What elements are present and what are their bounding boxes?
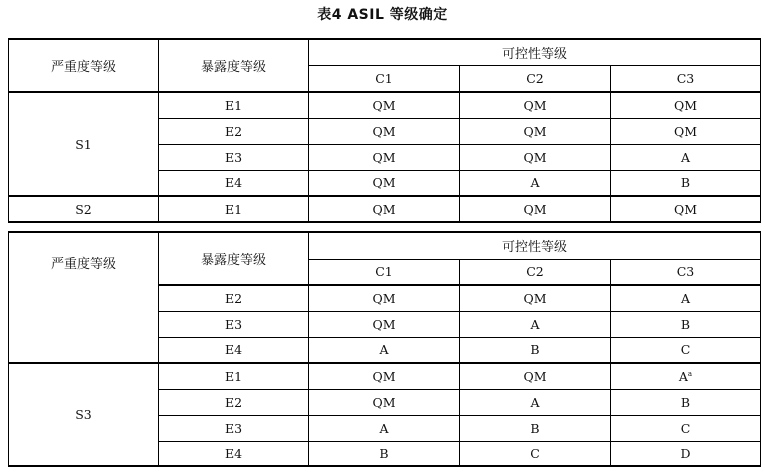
asil-cell: QM bbox=[460, 363, 611, 389]
header-c1: C1 bbox=[309, 65, 460, 92]
asil-cell: QM bbox=[309, 285, 460, 311]
header-c3: C3 bbox=[611, 65, 761, 92]
header-severity: 严重度等级 bbox=[9, 39, 159, 92]
asil-cell: QM bbox=[309, 92, 460, 118]
asil-cell: B bbox=[460, 337, 611, 363]
header-exposure: 暴露度等级 bbox=[159, 232, 309, 285]
footnote-marker: a bbox=[687, 369, 693, 378]
asil-cell: C bbox=[460, 441, 611, 466]
asil-cell: A bbox=[460, 170, 611, 196]
asil-cell: QM bbox=[309, 170, 460, 196]
asil-table-part-2 bbox=[8, 231, 761, 467]
asil-cell: B bbox=[611, 311, 761, 337]
asil-cell: B bbox=[309, 441, 460, 466]
asil-cell: A bbox=[611, 144, 761, 170]
asil-cell: A bbox=[309, 337, 460, 363]
exposure-cell: E4 bbox=[159, 170, 309, 196]
header-c1: C1 bbox=[309, 259, 460, 285]
header-c2: C2 bbox=[460, 65, 611, 92]
asil-cell: B bbox=[460, 415, 611, 441]
asil-cell: QM bbox=[611, 92, 761, 118]
asil-cell: QM bbox=[460, 285, 611, 311]
exposure-cell: E2 bbox=[159, 285, 309, 311]
exposure-cell: E3 bbox=[159, 415, 309, 441]
asil-cell: C bbox=[611, 337, 761, 363]
severity-cell: S1 bbox=[9, 92, 159, 196]
exposure-cell: E4 bbox=[159, 441, 309, 466]
asil-cell: A bbox=[460, 311, 611, 337]
exposure-cell: E2 bbox=[159, 118, 309, 144]
asil-cell: QM bbox=[460, 118, 611, 144]
asil-cell: B bbox=[611, 170, 761, 196]
asil-cell: QM bbox=[611, 118, 761, 144]
exposure-cell: E4 bbox=[159, 337, 309, 363]
asil-cell-with-note bbox=[611, 363, 761, 389]
header-c3: C3 bbox=[611, 259, 761, 285]
asil-cell: QM bbox=[460, 196, 611, 222]
header-controllability: 可控性等级 bbox=[309, 232, 761, 259]
asil-cell: QM bbox=[309, 144, 460, 170]
table-title: 表4 ASIL 等级确定 bbox=[317, 7, 448, 23]
asil-cell: QM bbox=[309, 196, 460, 222]
asil-cell: QM bbox=[611, 196, 761, 222]
exposure-cell: E3 bbox=[159, 144, 309, 170]
asil-value: A bbox=[678, 368, 688, 384]
asil-cell: QM bbox=[309, 389, 460, 415]
exposure-cell: E2 bbox=[159, 389, 309, 415]
header-severity: 严重度等级 bbox=[9, 232, 159, 363]
asil-cell: QM bbox=[460, 144, 611, 170]
exposure-cell: E1 bbox=[159, 196, 309, 222]
asil-cell: C bbox=[611, 415, 761, 441]
header-exposure: 暴露度等级 bbox=[159, 39, 309, 92]
asil-cell: QM bbox=[460, 92, 611, 118]
asil-cell: QM bbox=[309, 311, 460, 337]
asil-table-part-1 bbox=[8, 38, 761, 223]
asil-cell: A bbox=[309, 415, 460, 441]
header-controllability: 可控性等级 bbox=[309, 39, 761, 65]
exposure-cell: E1 bbox=[159, 92, 309, 118]
asil-cell: D bbox=[611, 441, 761, 466]
asil-cell: A bbox=[611, 285, 761, 311]
severity-cell: S3 bbox=[9, 363, 159, 466]
asil-cell: B bbox=[611, 389, 761, 415]
exposure-cell: E1 bbox=[159, 363, 309, 389]
exposure-cell: E3 bbox=[159, 311, 309, 337]
asil-cell: QM bbox=[309, 363, 460, 389]
severity-cell: S2 bbox=[9, 196, 159, 222]
asil-cell: A bbox=[460, 389, 611, 415]
asil-cell: QM bbox=[309, 118, 460, 144]
header-c2: C2 bbox=[460, 259, 611, 285]
